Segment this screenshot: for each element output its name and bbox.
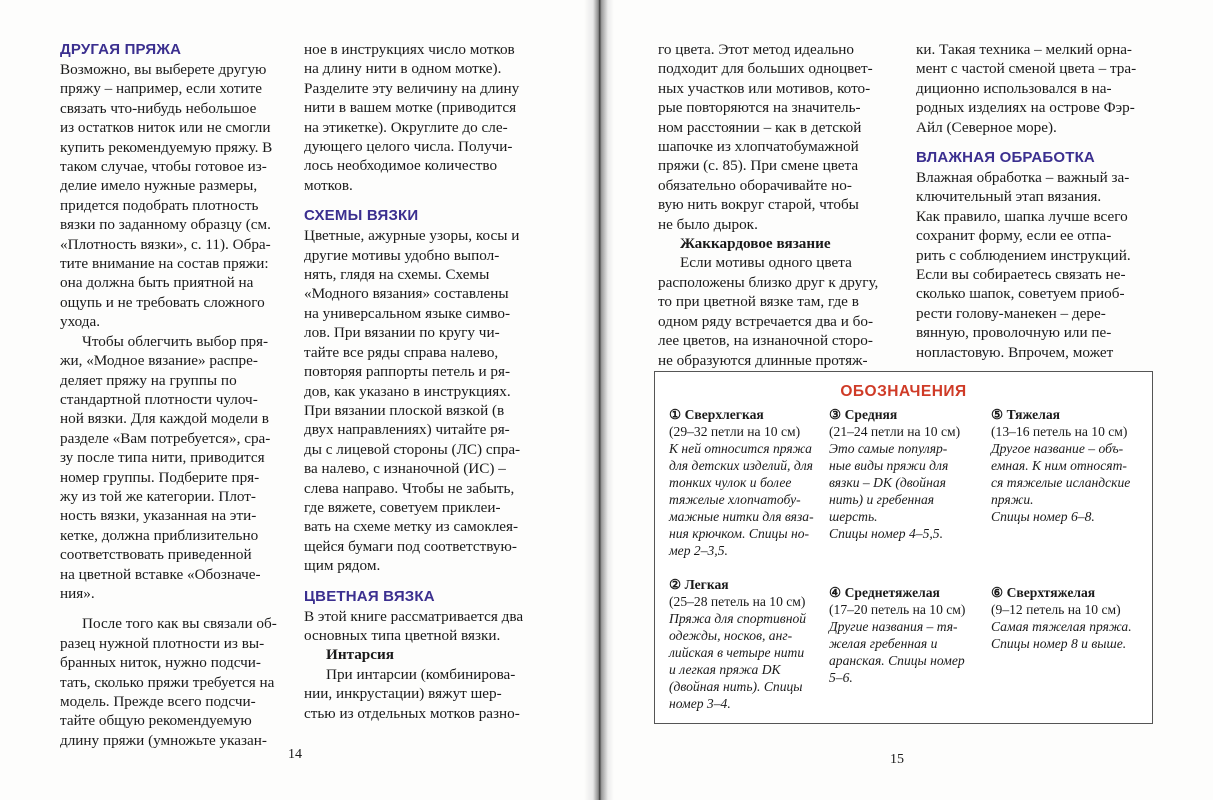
text-line: зу после типа нити, приводится [60,449,265,467]
text-line: на цветной вставке «Обозначе- [60,565,261,583]
legend-item-desc-line: пряжи. [991,492,1034,507]
text-line: ухода. [60,313,101,331]
text-line: После того как вы связали об- [82,615,277,633]
paragraph-11 [916,168,1156,362]
text-line: обязательно оборачивайте но- [658,176,852,194]
text-line: ное в инструкциях число мотков [304,41,515,58]
text-line: модель. Прежде всего подсчи- [60,693,256,710]
text-line: другие мотивы удобно выпол- [304,246,500,264]
legend-item-5 [991,406,1146,525]
legend-item-desc-line: номер 3–4. [669,696,731,711]
paragraph-2 [60,332,290,604]
text-line: ощупь и не требовать сложного [60,293,265,311]
text-line: стью из отдельных мотков разно- [304,704,520,722]
book-gutter [584,0,614,800]
text-line: дующего целого числа. Получи- [304,138,513,156]
text-line: тите внимание на состав пряжи: [60,255,269,273]
legend-item-name: ③ Средняя [829,407,898,422]
legend-item-desc-line: ся тяжелые исландские [991,475,1131,490]
text-line: вать на схеме метку из самоклея- [304,518,519,536]
legend-item-desc-line: К ней относится пряжа [669,441,812,456]
text-line: ность вязки, указанная на эти- [60,507,257,525]
text-line: стандартной плотности чулоч- [60,390,258,408]
text-line: ном расстоянии – как в детской [658,118,862,136]
text-line: номер группы. Подберите пря- [60,468,260,486]
text-line: «Модного вязания» составлены [304,285,509,303]
text-line: жи, «Модное вязание» распре- [60,352,258,370]
text-line: Как правило, шапка лучше всего [916,207,1128,225]
text-line: она должна быть приятной на [60,274,254,292]
text-line: повторяя раппорты петель и ря- [304,363,511,381]
text-line: длину пряжи (умножьте указан- [60,731,267,749]
text-line: на длину нити в одном мотке). [304,60,502,78]
legend-item-desc-line: вязки – DK (двойная [829,475,946,490]
legend-item-desc-line: Другое название – объ- [991,441,1124,456]
text-line: При интарсии (комбинирова- [326,665,516,683]
text-line: тать, сколько пряжи требуется на [60,673,275,691]
legend-item-name: ④ Среднетяжелая [829,585,940,600]
text-line: диционно использовался в на- [916,79,1112,97]
paragraph-10 [916,40,1156,137]
text-line: В этой книге рассматривается два [304,607,524,625]
text-line: подходит для больших одноцвет- [658,60,873,78]
legend-item-desc-line: (двойная нить). Спицы [669,679,803,694]
page-number-left: 14 [288,747,302,762]
legend-item-needles: Спицы номер 4–5,5. [829,526,943,541]
text-line: го цвета. Этот метод идеально [658,41,854,58]
text-line: расположены близко друг к другу, [658,273,879,291]
legend-item-desc-line: ния крючком. Спицы но- [669,526,810,541]
legend-item-range: (13–16 петель на 10 см) [991,424,1128,439]
text-line: жу из той же категории. Плот- [60,487,256,505]
subheading-jacquard: Жаккардовое вязание [680,235,831,253]
text-line: не образуются длинные протяж- [658,351,868,369]
text-line: нити в вашем мотке (приводится [304,99,517,117]
subheading-intarsia: Интарсия [326,646,394,664]
text-line: рые повторяются на значитель- [658,99,861,117]
legend-item-desc-line: мер 2–3,5. [669,543,728,558]
text-line: Возможно, вы выберете другую [60,61,267,78]
legend-item-desc-line: аранская. Спицы номер [829,653,965,668]
legend-item-desc-line: емная. К ним относят- [991,458,1127,473]
text-line: нопластовую. Впрочем, может [916,343,1114,361]
paragraph-8 [658,40,898,234]
legend-item-desc-line: 5–6. [829,670,853,685]
legend-item-desc-line: тяжелые хлопчатобу- [669,492,801,507]
text-line: пряжи (с. 85). При смене цвета [658,157,859,175]
text-line: Если вы собираетесь связать не- [916,266,1126,284]
text-line: нять, глядя на схемы. Схемы [304,266,490,284]
text-line: купить рекомендуемую пряжу. В [60,138,273,156]
text-line: ных участков или мотивов, кото- [658,79,871,97]
text-line: Айл (Северное море). [916,118,1057,136]
legend-item-name: ⑤ Тяжелая [991,407,1060,422]
text-line: одном ряду встречается два и бо- [658,312,874,330]
legend-item-desc-line: ные виды пряжи для [829,458,949,473]
text-line: пряжу – например, если хотите [60,80,262,98]
text-line: тайте все ряды справа налево, [304,343,499,361]
text-line: бранных ниток, нужно подсчи- [60,654,261,672]
text-line: вязки по заданному образцу (см. [60,216,271,234]
text-line: ки. Такая техника – мелкий орна- [916,41,1132,58]
text-line: щейся бумаги под соответствую- [304,537,517,555]
legend-item-range: (21–24 петли на 10 см) [829,424,961,439]
legend-item-desc-line: одежды, носков, анг- [669,628,793,643]
text-line: разец нужной плотности из вы- [60,634,265,652]
text-line: то при цветной вязке там, где в [658,293,859,311]
text-line: Цветные, ажурные узоры, косы и [304,227,520,245]
text-line: придется подобрать плотность [60,196,259,214]
text-line: дов, как указано в инструкциях. [304,382,511,400]
text-line: ной вязки. Для каждой модели в [60,410,269,428]
text-line: на универсальном языке симво- [304,304,511,322]
text-line: лее цветов, на изнаночной сторо- [658,332,873,350]
text-line: вянную, проволочную или пе- [916,324,1112,342]
text-line: Если мотивы одного цвета [680,254,852,272]
text-line: слева направо. Чтобы не забыть, [304,479,515,497]
heading-other-yarn: ДРУГАЯ ПРЯЖА [60,41,182,58]
paragraph-3 [60,614,290,750]
legend-item-desc-line: для детских изделий, для [669,458,813,473]
legend-item-2 [669,576,819,712]
heading-color-knitting: ЦВЕТНАЯ ВЯЗКА [304,587,435,605]
text-line: тайте общую рекомендуемую [60,712,252,730]
legend-item-desc-line: мажные нитки для вяза- [669,509,814,524]
heading-wet-finishing: ВЛАЖНАЯ ОБРАБОТКА [916,149,1095,167]
text-line: «Плотность вязки», с. 11). Обра- [60,235,271,253]
text-line: на этикетке). Округлите до сле- [304,118,508,136]
text-line: рить с соблюдением инструкций. [916,246,1131,264]
text-line: Влажная обработка – важный за- [916,169,1130,187]
text-line: Разделите эту величину на длину [304,79,520,97]
text-line: ва налево, с изнаночной (ИС) – [304,460,506,478]
text-line: из остатков ниток или не смогли [60,119,271,137]
text-line: рести голову-манекен – дере- [916,304,1106,322]
paragraph-1 [60,60,290,332]
text-line: таком случае, чтобы готовое из- [60,158,267,176]
paragraph-9 [658,253,898,369]
legend-box [654,371,1153,724]
text-line: кетке, должна приблизительно [60,526,259,544]
legend-item-desc-line: Пряжа для спортивной [669,611,807,626]
text-line: родных изделиях на острове Фэр- [916,99,1135,117]
text-line: соответствовать приведенной [60,546,252,564]
text-line: Чтобы облегчить выбор пря- [82,332,269,350]
text-line: ния». [60,584,95,602]
text-line: лов. При вязании по кругу чи- [304,324,500,342]
text-line: сколько шапок, советуем приоб- [916,285,1125,303]
text-line: вую нить вокруг старой, чтобы [658,196,859,214]
legend-item-range: (25–28 петель на 10 см) [669,594,806,609]
legend-item-desc-line: нить) и гребенная [829,492,935,507]
text-line: щим рядом. [304,557,381,575]
text-line: где вяжете, советуем приклеи- [304,498,501,516]
text-line: двух направлениях) читайте ря- [304,421,510,439]
legend-item-desc-line: Самая тяжелая пряжа. [991,619,1132,634]
legend-item-range: (17–20 петель на 10 см) [829,602,966,617]
legend-item-name: ② Легкая [669,577,729,592]
legend-item-desc-line: Это самые популяр- [829,441,948,456]
page-number-right: 15 [890,752,904,767]
legend-title: ОБОЗНАЧЕНИЯ [840,383,967,400]
heading-knitting-charts: СХЕМЫ ВЯЗКИ [304,207,419,225]
text-line: При вязании плоской вязкой (в [304,401,505,419]
legend-item-range: (9–12 петель на 10 см) [991,602,1121,617]
text-line: связать что-нибудь небольшое [60,99,257,117]
text-line: ды с лицевой стороны (ЛС) спра- [304,440,521,458]
legend-item-desc-line: желая гребенная и [829,636,938,651]
legend-item-desc-line: тонких чулок и более [669,475,792,490]
right-column-1 [658,40,898,370]
text-line: шапочке из хлопчатобумажной [658,138,859,156]
legend-item-desc-line: лийская в четыре нити [669,645,805,660]
legend-item-desc-line: шерсть. [829,509,878,524]
text-line: деляет пряжу на группы по [60,371,237,389]
legend-item-3 [829,406,979,542]
text-line: сохранит форму, если ее отпа- [916,227,1112,245]
legend-item-desc-line: Спицы номер 8 и выше. [991,636,1127,651]
legend-item-range: (29–32 петли на 10 см) [669,424,801,439]
legend-item-needles: Спицы номер 6–8. [991,509,1095,524]
legend-item-name: ⑥ Сверхтяжелая [991,585,1096,600]
text-line: лось необходимое количество [304,157,498,175]
text-line: мотков. [304,176,353,194]
text-line: делие имело нужные размеры, [60,177,258,195]
paragraph-7 [304,665,544,723]
text-line: разделе «Вам потребуется», сра- [60,429,271,447]
left-column-1 [60,40,290,750]
legend-item-1 [669,406,819,559]
right-column-2 [916,40,1156,362]
legend-item-4 [829,584,979,686]
legend-item-name: ① Сверхлегкая [669,407,764,422]
legend-item-desc-line: и легкая пряжа DK [669,662,781,677]
paragraph-6 [304,607,544,646]
text-line: мент с частой сменой цвета – тра- [916,60,1137,78]
text-line: не было дырок. [658,215,758,233]
left-column-2 [304,40,544,723]
text-line: нии, инкрустации) вяжут шер- [304,685,502,703]
legend-item-desc-line: Другие названия – тя- [829,619,958,634]
text-line: ключительный этап вязания. [916,188,1102,206]
paragraph-4 [304,40,544,195]
text-line: основных типа цветной вязки. [304,626,501,644]
paragraph-5 [304,226,544,575]
legend-item-6 [991,584,1146,652]
